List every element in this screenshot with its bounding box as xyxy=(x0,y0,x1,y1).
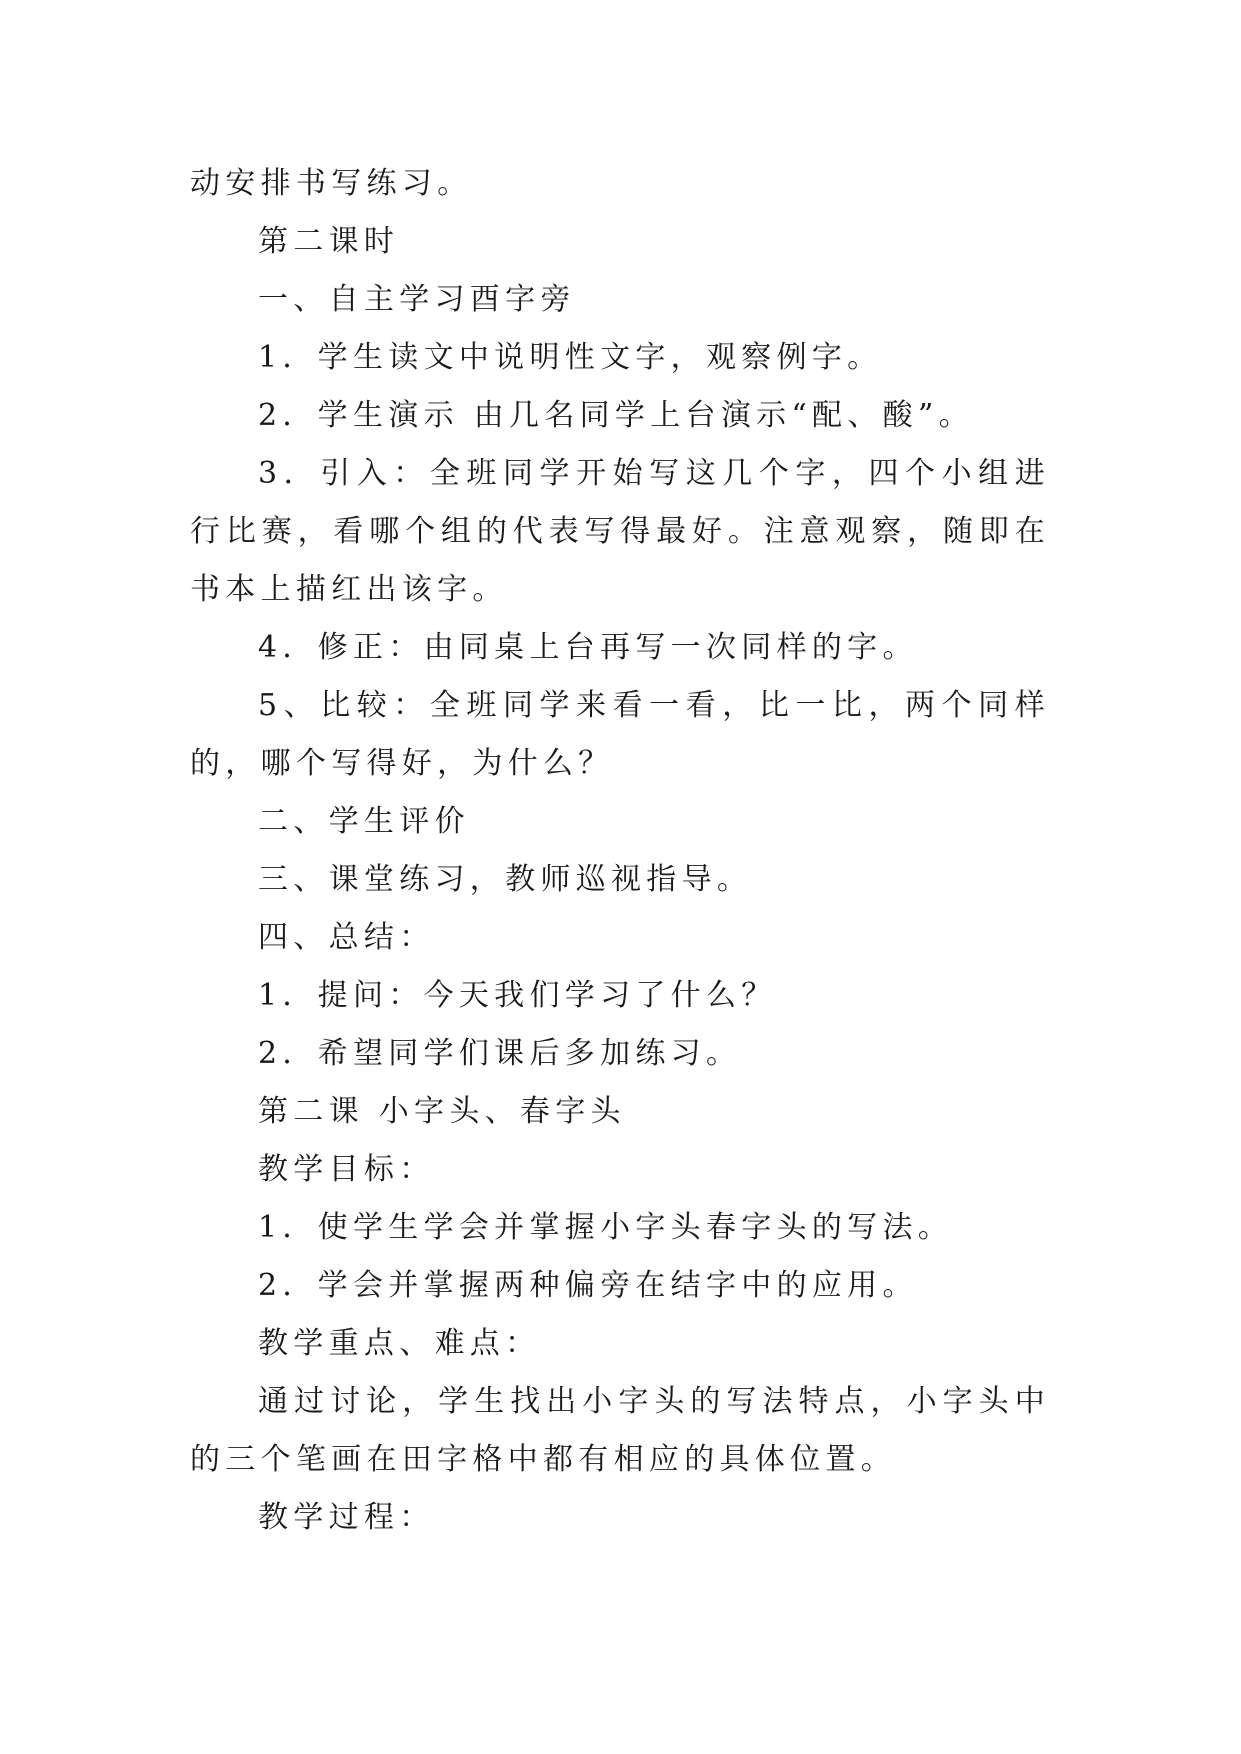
list-item: 4．修正：由同桌上台再写一次同样的字。 xyxy=(258,630,918,665)
section-heading: 教学重点、难点： xyxy=(258,1326,541,1361)
paragraph: 通过讨论，学生找出小字头的写法特点，小字头中的三个笔画在田字格中都有相应的具体位置。 xyxy=(190,1384,1050,1477)
list-item: 2．学生演示 由几名同学上台演示“配、酸”。 xyxy=(258,398,974,433)
lesson-heading: 第二课时 xyxy=(258,224,400,259)
list-item: 2．希望同学们课后多加练习。 xyxy=(258,1036,742,1071)
paragraph-continuation: 动安排书写练习。 xyxy=(190,166,473,201)
lesson-heading: 第二课 小字头、春字头 xyxy=(258,1094,626,1129)
section-heading: 三、课堂练习，教师巡视指导。 xyxy=(258,862,753,897)
list-item: 3．引入：全班同学开始写这几个字，四个小组进行比赛，看哪个组的代表写得最好。注意观察，随即在书本上描红出该字。 xyxy=(190,456,1050,607)
section-heading: 一、自主学习酉字旁 xyxy=(258,282,576,317)
list-item: 5、比较：全班同学来看一看，比一比，两个同样的，哪个写得好，为什么？ xyxy=(190,688,1050,781)
list-item: 1．提问：今天我们学习了什么？ xyxy=(258,978,777,1013)
section-heading: 四、总结： xyxy=(258,920,435,955)
document-body xyxy=(190,155,1050,1547)
section-heading: 教学过程： xyxy=(258,1500,435,1535)
list-item: 1．学生读文中说明性文字，观察例字。 xyxy=(258,340,883,375)
section-heading: 二、学生评价 xyxy=(258,804,470,839)
list-item: 2．学会并掌握两种偏旁在结字中的应用。 xyxy=(258,1268,918,1303)
section-heading: 教学目标： xyxy=(258,1152,435,1187)
list-item: 1．使学生学会并掌握小字头春字头的写法。 xyxy=(258,1210,954,1245)
